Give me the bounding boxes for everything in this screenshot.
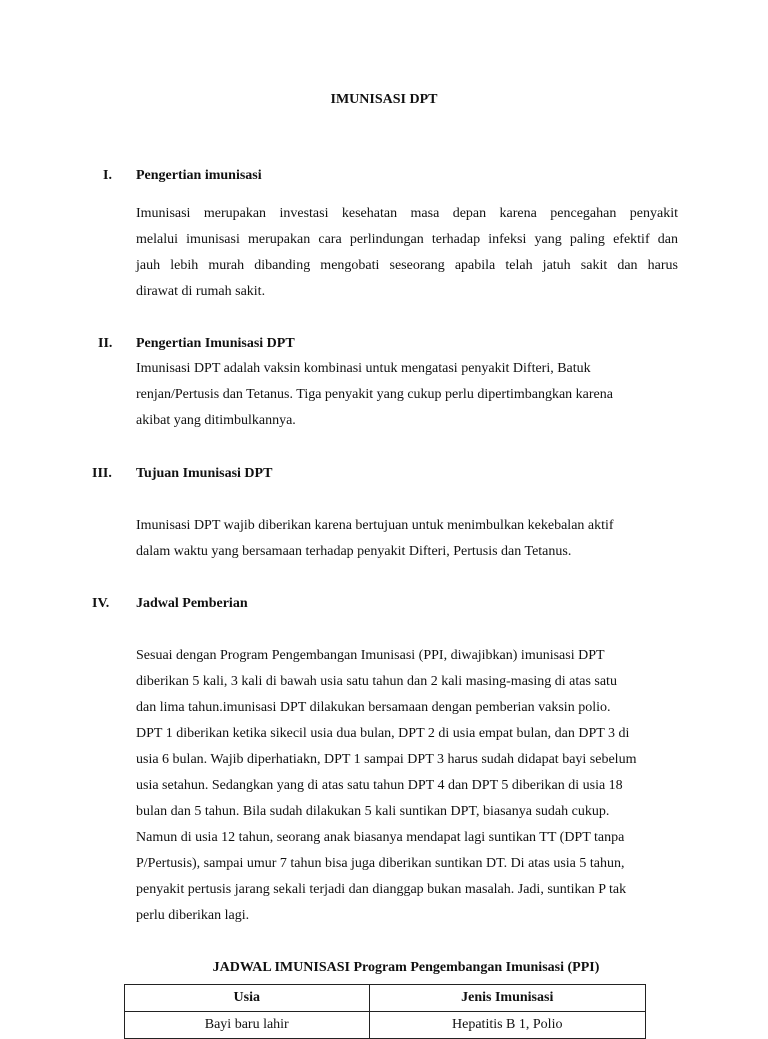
text-line: diberikan 5 kali, 3 kali di bawah usia satu tahun dan 2 kali masing-masing di atas satu bbox=[136, 674, 617, 689]
text-line: renjan/Pertusis dan Tetanus. Tiga penyakit yang cukup perlu dipertimbangkan karena bbox=[136, 387, 613, 402]
text-line: melalui imunisasi merupakan cara perlindungan terhadap infeksi yang paling efektif dan bbox=[136, 232, 678, 247]
text-line: Namun di usia 12 tahun, seorang anak biasanya mendapat lagi suntikan TT (DPT tanpa bbox=[136, 830, 625, 845]
section-body-1 bbox=[136, 201, 678, 305]
section-heading-2: Pengertian Imunisasi DPT bbox=[136, 336, 295, 351]
text-line: P/Pertusis), sampai umur 7 tahun bisa juga diberikan suntikan DT. Di atas usia 5 tahun, bbox=[136, 856, 625, 871]
text-line: Imunisasi DPT adalah vaksin kombinasi untuk mengatasi penyakit Difteri, Batuk bbox=[136, 361, 591, 376]
text-line: Imunisasi DPT wajib diberikan karena bertujuan untuk menimbulkan kekebalan aktif bbox=[136, 518, 614, 533]
table-row bbox=[125, 1012, 646, 1039]
section-heading-3: Tujuan Imunisasi DPT bbox=[136, 466, 273, 481]
text-line: perlu diberikan lagi. bbox=[136, 908, 250, 923]
text-line: dan lima tahun.imunisasi DPT dilakukan bersamaan dengan pemberian vaksin polio. bbox=[136, 700, 611, 715]
column-header-usia: Usia bbox=[125, 985, 370, 1012]
section-body-4 bbox=[136, 643, 678, 929]
text-line: dalam waktu yang bersamaan terhadap penyakit Difteri, Pertusis dan Tetanus. bbox=[136, 544, 572, 559]
section-number-1: I. bbox=[103, 168, 112, 183]
table-header-row bbox=[125, 985, 646, 1012]
document-title: IMUNISASI DPT bbox=[330, 92, 438, 107]
section-number-2: II. bbox=[98, 336, 113, 351]
column-header-jenis-imunisasi: Jenis Imunisasi bbox=[369, 985, 646, 1012]
table-cell-usia: Bayi baru lahir bbox=[125, 1012, 370, 1039]
text-line: jauh lebih murah dibanding mengobati seseorang apabila telah jatuh sakit dan harus bbox=[136, 258, 678, 273]
section-number-4: IV. bbox=[92, 596, 110, 611]
section-body-2 bbox=[136, 356, 678, 434]
text-line: Imunisasi merupakan investasi kesehatan masa depan karena pencegahan penyakit bbox=[136, 206, 678, 221]
text-line: Sesuai dengan Program Pengembangan Imunisasi (PPI, diwajibkan) imunisasi DPT bbox=[136, 648, 605, 663]
section-heading-4: Jadwal Pemberian bbox=[136, 596, 248, 611]
section-heading-1: Pengertian imunisasi bbox=[136, 168, 262, 183]
text-line: penyakit pertusis jarang sekali terjadi dan dianggap bukan masalah. Jadi, suntikan P tak bbox=[136, 882, 627, 897]
table-title: JADWAL IMUNISASI Program Pengembangan Imunisasi (PPI) bbox=[212, 960, 600, 975]
text-line: akibat yang ditimbulkannya. bbox=[136, 413, 296, 428]
section-body-3 bbox=[136, 513, 678, 565]
text-line: DPT 1 diberikan ketika sikecil usia dua bulan, DPT 2 di usia empat bulan, dan DPT 3 di bbox=[136, 726, 630, 741]
text-line: usia 6 bulan. Wajib diperhatiakn, DPT 1 sampai DPT 3 harus sudah didapat bayi sebelum bbox=[136, 752, 637, 767]
table-cell-jenis: Hepatitis B 1, Polio bbox=[369, 1012, 646, 1039]
section-number-3: III. bbox=[92, 466, 112, 481]
text-line: usia setahun. Sedangkan yang di atas satu tahun DPT 4 dan DPT 5 diberikan di usia 18 bbox=[136, 778, 623, 793]
schedule-table bbox=[124, 984, 646, 1039]
text-line: dirawat di rumah sakit. bbox=[136, 284, 266, 299]
text-line: bulan dan 5 tahun. Bila sudah dilakukan 5 kali suntikan DPT, biasanya sudah cukup. bbox=[136, 804, 610, 819]
